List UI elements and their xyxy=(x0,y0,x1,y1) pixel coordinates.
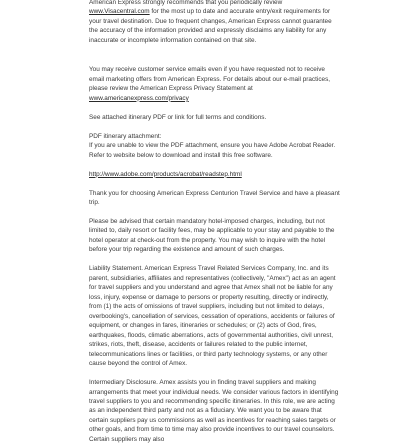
visa-text-post: for the most up to date and accurate entry/exit requirements for your travel destination. Due to frequent changes, American Express cannot guarantee the accuracy of the information provided and expressly disclaims any liability for any inaccurate or incomplete information contained on that site. xyxy=(89,8,332,44)
adobe-link-paragraph xyxy=(89,170,342,179)
liability-statement-paragraph: Liability Statement. American Express Travel Related Services Company, Inc. and its parent, subsidiaries, affiliates and representatives (collectively, "Amex") act as an agent for travel suppliers and you understand and agree that Amex shall not be liable for any loss, injury, expense or damage to persons or property resulting, directly or indirectly, from (1) the acts of omissions of travel suppliers, including but not limited to delays, overbooking's, cancellation of services, cessation of operations, accidents or failures of equipment, or changes in fares, itineraries or schedules; or (2) acts of God, fires, earthquakes, floods, climatic aberrations, acts of governmental authorities, civil unrest, strikes, riots, theft, disease, accidents or failures related to the public internet, telecommunications lines or facilities, or third party technology systems, or any other cause beyond the control of Amex. xyxy=(89,265,336,368)
thank-you-paragraph: Thank you for choosing American Express Centurion Travel Service and have a pleasant trip. xyxy=(89,189,340,207)
visa-text-pre: American Express strongly recommends that you periodically review xyxy=(89,0,283,6)
itinerary-note: See attached itinerary PDF or link for full terms and conditions. xyxy=(89,113,267,121)
email-text-pre: You may receive customer service emails even if you have requested not to receive email marketing offers from American Express. For details about our e-mail practices, please review the American Express Privacy Statement at xyxy=(89,66,331,93)
hotel-charges-paragraph: Please be advised that certain mandatory hotel-imposed charges, including, but not limited to, daily resort or facility fees, may be applicable to your stay and payable to the hotel operator at check-out from the property. You may wish to inquire with the hotel before your trip regarding the existence and amount of such charges. xyxy=(89,218,335,254)
intermediary-disclosure-paragraph: Intermediary Disclosure. Amex assists you in finding travel suppliers and making arrangements that meet your individual needs. We consider various factors in identifying travel suppliers to you and recommending specific itineraries. In this role, we are acting as an independent third party and not as a fiduciary. We want you to be aware that certain suppliers pay us commissions as well as incentives for reaching sales targets or other goals, and from time to time may also provide incentives to our travel counselors. Certain suppliers may also xyxy=(89,379,339,443)
pdf-attachment-title: PDF itinerary attachment: xyxy=(89,132,162,140)
pdf-attachment-paragraph xyxy=(89,132,342,160)
privacy-link[interactable]: www.americanexpress.com/privacy xyxy=(89,94,189,102)
email-practices-paragraph xyxy=(89,65,342,103)
pdf-attachment-body: If you are unable to view the PDF attachment, ensure you have Adobe Acrobat Reader. Refer to website below to download and install this free software. xyxy=(89,142,336,159)
visa-requirements-paragraph xyxy=(89,0,342,45)
adobe-reader-link[interactable]: http://www.adobe.com/products/acrobat/readstep.html xyxy=(89,170,242,178)
document-body xyxy=(89,0,342,444)
visacentral-link[interactable]: www.Visacentral.com xyxy=(89,8,150,16)
